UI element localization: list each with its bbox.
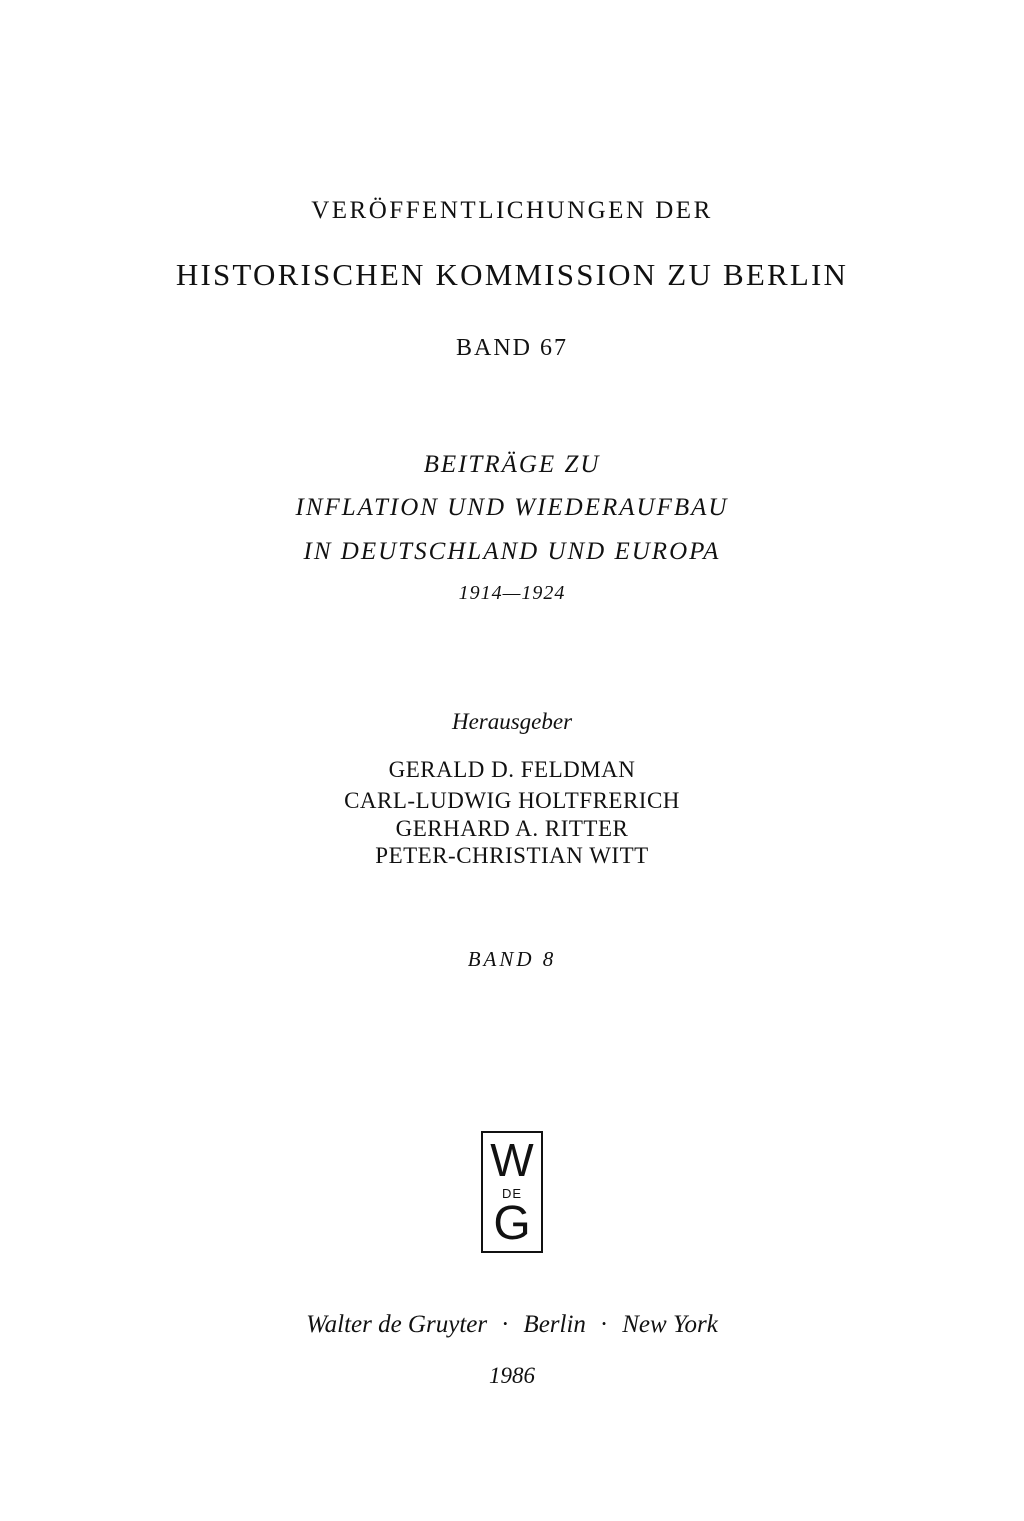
publisher-city-berlin: Berlin [523, 1311, 586, 1338]
editors-label: Herausgeber [451, 709, 573, 734]
publisher-separator: · [501, 1311, 510, 1338]
publisher-separator: · [599, 1311, 609, 1338]
series-title-line-1: VERÖFFENTLICHUNGEN DER [311, 197, 713, 224]
volume-number: BAND 8 [467, 947, 557, 971]
logo-letters-de: DE [501, 1186, 523, 1201]
editor-name: CARL-LUDWIG HOLTFRERICH [344, 788, 680, 813]
book-title-line-2: INFLATION UND WIEDERAUFBAU [295, 494, 729, 521]
logo-letter-g: G [493, 1197, 531, 1250]
editor-name: GERALD D. FELDMAN [388, 757, 636, 782]
book-title-line-1: BEITRÄGE ZU [423, 451, 601, 478]
series-title-line-2: HISTORISCHEN KOMMISSION ZU BERLIN [175, 257, 849, 292]
publisher-city-new-york: New York [622, 1311, 718, 1338]
logo-letter-w: W [490, 1134, 534, 1186]
editor-name: GERHARD A. RITTER [395, 816, 629, 841]
publisher-line [0, 1312, 1024, 1337]
publisher-logo [481, 1131, 543, 1253]
book-title-line-3: IN DEUTSCHLAND UND EUROPA [303, 538, 721, 565]
book-title-years: 1914—1924 [458, 582, 566, 604]
series-band-number: BAND 67 [455, 335, 568, 361]
publication-year: 1986 [489, 1363, 535, 1388]
editor-name: PETER-CHRISTIAN WITT [375, 843, 649, 868]
publisher-name: Walter de Gruyter [306, 1311, 488, 1338]
